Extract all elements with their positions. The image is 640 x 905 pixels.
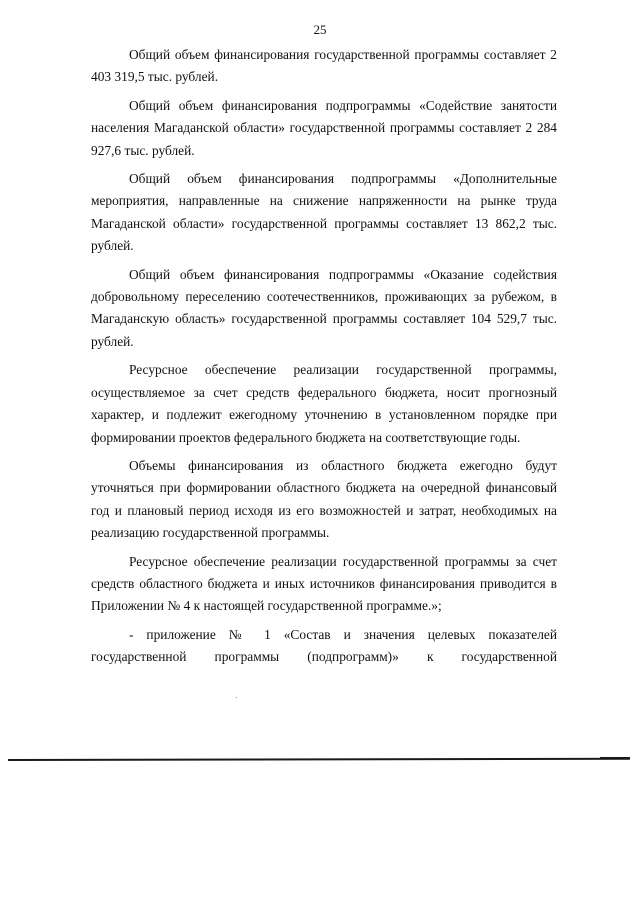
scan-speck <box>236 697 237 698</box>
paragraph-total-financing: Общий объем финансирования государственной программы составляет 2 403 319,5 тыс. рублей. <box>91 47 557 85</box>
paragraph-federal-budget: Ресурсное обеспечение реализации государственной программы, осуществляемое за счет средств федерального бюджета, носит прогнозный характер, и подлежит ежегодному уточнению в установленном порядке при формировании проектов федерального бюджета на соответствующие годы. <box>91 362 557 445</box>
page-number: 25 <box>313 22 327 37</box>
paragraph-appendix-4: Ресурсное обеспечение реализации государственной программы за счет средств областного бюджета и иных источников финансирования приводится в Приложении № 4 к настоящей государственной программе.»; <box>91 553 557 614</box>
scan-border-line <box>8 758 630 761</box>
paragraph-employment-subprogram: Общий объем финансирования подпрограммы «Содействие занятости населения Магаданской области» государственной программы составляет 2 284 927,6 тыс. рублей. <box>91 97 557 158</box>
document-body <box>91 44 557 675</box>
paragraph-labor-market-subprogram: Общий объем финансирования подпрограммы «Дополнительные мероприятия, направленные на снижение напряженности на рынке труда Магаданской области» государственной программы составляет 13 862,2 тыс. рублей. <box>91 171 557 254</box>
paragraph-appendix-1: - приложение № 1 «Состав и значения целевых показателей государственной программы (подпрограмм)» к государственной <box>91 626 557 665</box>
paragraph-resettlement-subprogram: Общий объем финансирования подпрограммы «Оказание содействия добровольному переселению соотечественников, проживающих за рубежом, в Магаданскую область» государственной программы составляет 104 529,7 тыс. рублей. <box>91 266 557 349</box>
scan-border-line-tail <box>600 757 630 759</box>
paragraph-regional-budget: Объемы финансирования из областного бюджета ежегодно будут уточняться при формировании областного бюджета на очередной финансовый год и плановый период исходя из его возможностей и затрат, необходимых на реализацию государственной программы. <box>91 457 557 541</box>
